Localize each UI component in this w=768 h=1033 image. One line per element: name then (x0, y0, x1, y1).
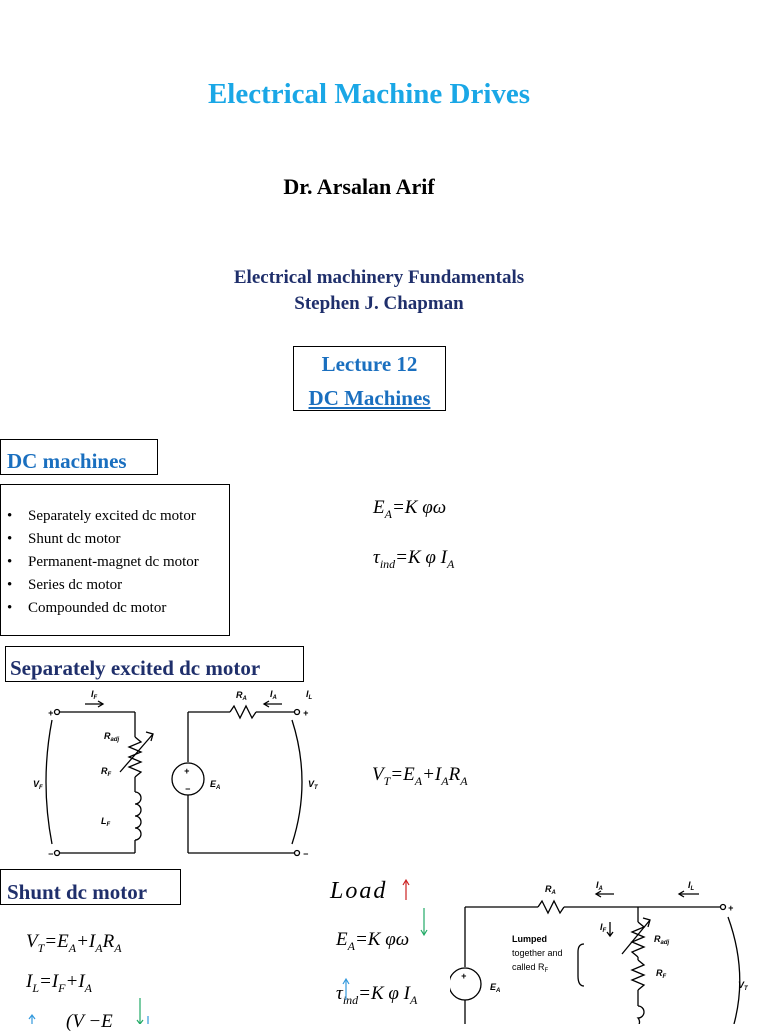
list-item: • Separately excited dc motor (7, 508, 196, 524)
svg-text:−: − (185, 784, 191, 794)
shunt-circuit (450, 872, 768, 1024)
lecture-box (293, 346, 446, 411)
svg-text:−: − (48, 849, 54, 859)
svg-text:+: + (48, 708, 54, 718)
ea-label: $E_A$ (210, 779, 221, 791)
ra-label: $R_A$ (236, 690, 247, 702)
book-reference (0, 265, 758, 317)
list-item: • Series dc motor (7, 577, 123, 593)
svg-text:+: + (728, 903, 734, 913)
shunt-ra-label: $R_A$ (545, 884, 556, 896)
book-title: Electrical machinery Fundamentals (233, 267, 525, 288)
svg-text:−: − (303, 849, 309, 859)
svg-text:+: + (184, 766, 190, 776)
svg-text:called RF: called $R_F$ (512, 962, 549, 974)
radj-label: $R_{adj}$ (104, 731, 120, 743)
terminal-voltage-equation: $V_T=E_A+I_AR_A$ (372, 764, 468, 788)
lumped-note (512, 934, 563, 974)
book-author: Stephen J. Chapman (294, 293, 464, 314)
shunt-ea-equation: $E_A=K$ φω (336, 929, 410, 953)
svg-text:together and: together and (512, 948, 563, 958)
motor-types-list (7, 505, 199, 620)
svg-text:+: + (461, 971, 467, 981)
shunt-radj-label: $R_{adj}$ (654, 934, 670, 946)
shunt-arrows (20, 998, 160, 1024)
shunt-ea-label: $E_A$ (490, 982, 501, 994)
shunt-il-equation: $I_L=I_F+I_A$ (26, 971, 93, 995)
list-item: • Shunt dc motor (7, 531, 121, 547)
author-name: Dr. Arsalan Arif (283, 174, 435, 199)
svg-text:Lumped: Lumped (512, 934, 547, 944)
shunt-partial-equation: (V −E (66, 1011, 113, 1032)
shunt-torque-equation: $\tau_{ind}=K$ φ $I_A$ (336, 983, 418, 1007)
rf-label: $R_F$ (101, 766, 112, 778)
list-item: • Permanent-magnet dc motor (7, 554, 199, 570)
back-emf-equation: $E_A=K$ φω (373, 497, 447, 521)
dc-machines-heading: DC machines (0, 439, 158, 475)
torque-arrow (340, 976, 352, 1002)
separately-excited-heading: Separately excited dc motor (5, 646, 304, 682)
shunt-il-label: $I_L$ (688, 880, 695, 892)
shunt-rf-label: $R_F$ (656, 968, 667, 980)
shunt-if-label: $I_F$ (600, 922, 607, 934)
vf-label: $V_F$ (33, 779, 43, 791)
if-label: $I_F$ (91, 689, 98, 701)
lecture-number: Lecture 12 (321, 352, 418, 376)
motor-types-box (0, 484, 230, 636)
list-item: • Compounded dc motor (7, 600, 167, 616)
page-title: Electrical Machine Drives (207, 78, 531, 110)
ia-label: $I_A$ (270, 689, 277, 701)
lecture-topic: DC Machines (308, 386, 431, 410)
shunt-vt-equation: $V_T=E_A+I_AR_A$ (26, 931, 122, 955)
lf-label: $L_F$ (101, 816, 111, 828)
shunt-motor-heading: Shunt dc motor (0, 869, 181, 905)
separately-excited-circuit (0, 682, 340, 862)
shunt-ia-label: $I_A$ (596, 880, 603, 892)
load-label: Load (330, 878, 388, 904)
vt-label: $V_T$ (308, 779, 318, 791)
shunt-vt-label: $V_T$ (738, 980, 748, 992)
il-label: $I_L$ (306, 689, 313, 701)
torque-equation: $\tau_{ind}=K$ φ $I_A$ (373, 547, 455, 571)
svg-text:+: + (303, 708, 309, 718)
